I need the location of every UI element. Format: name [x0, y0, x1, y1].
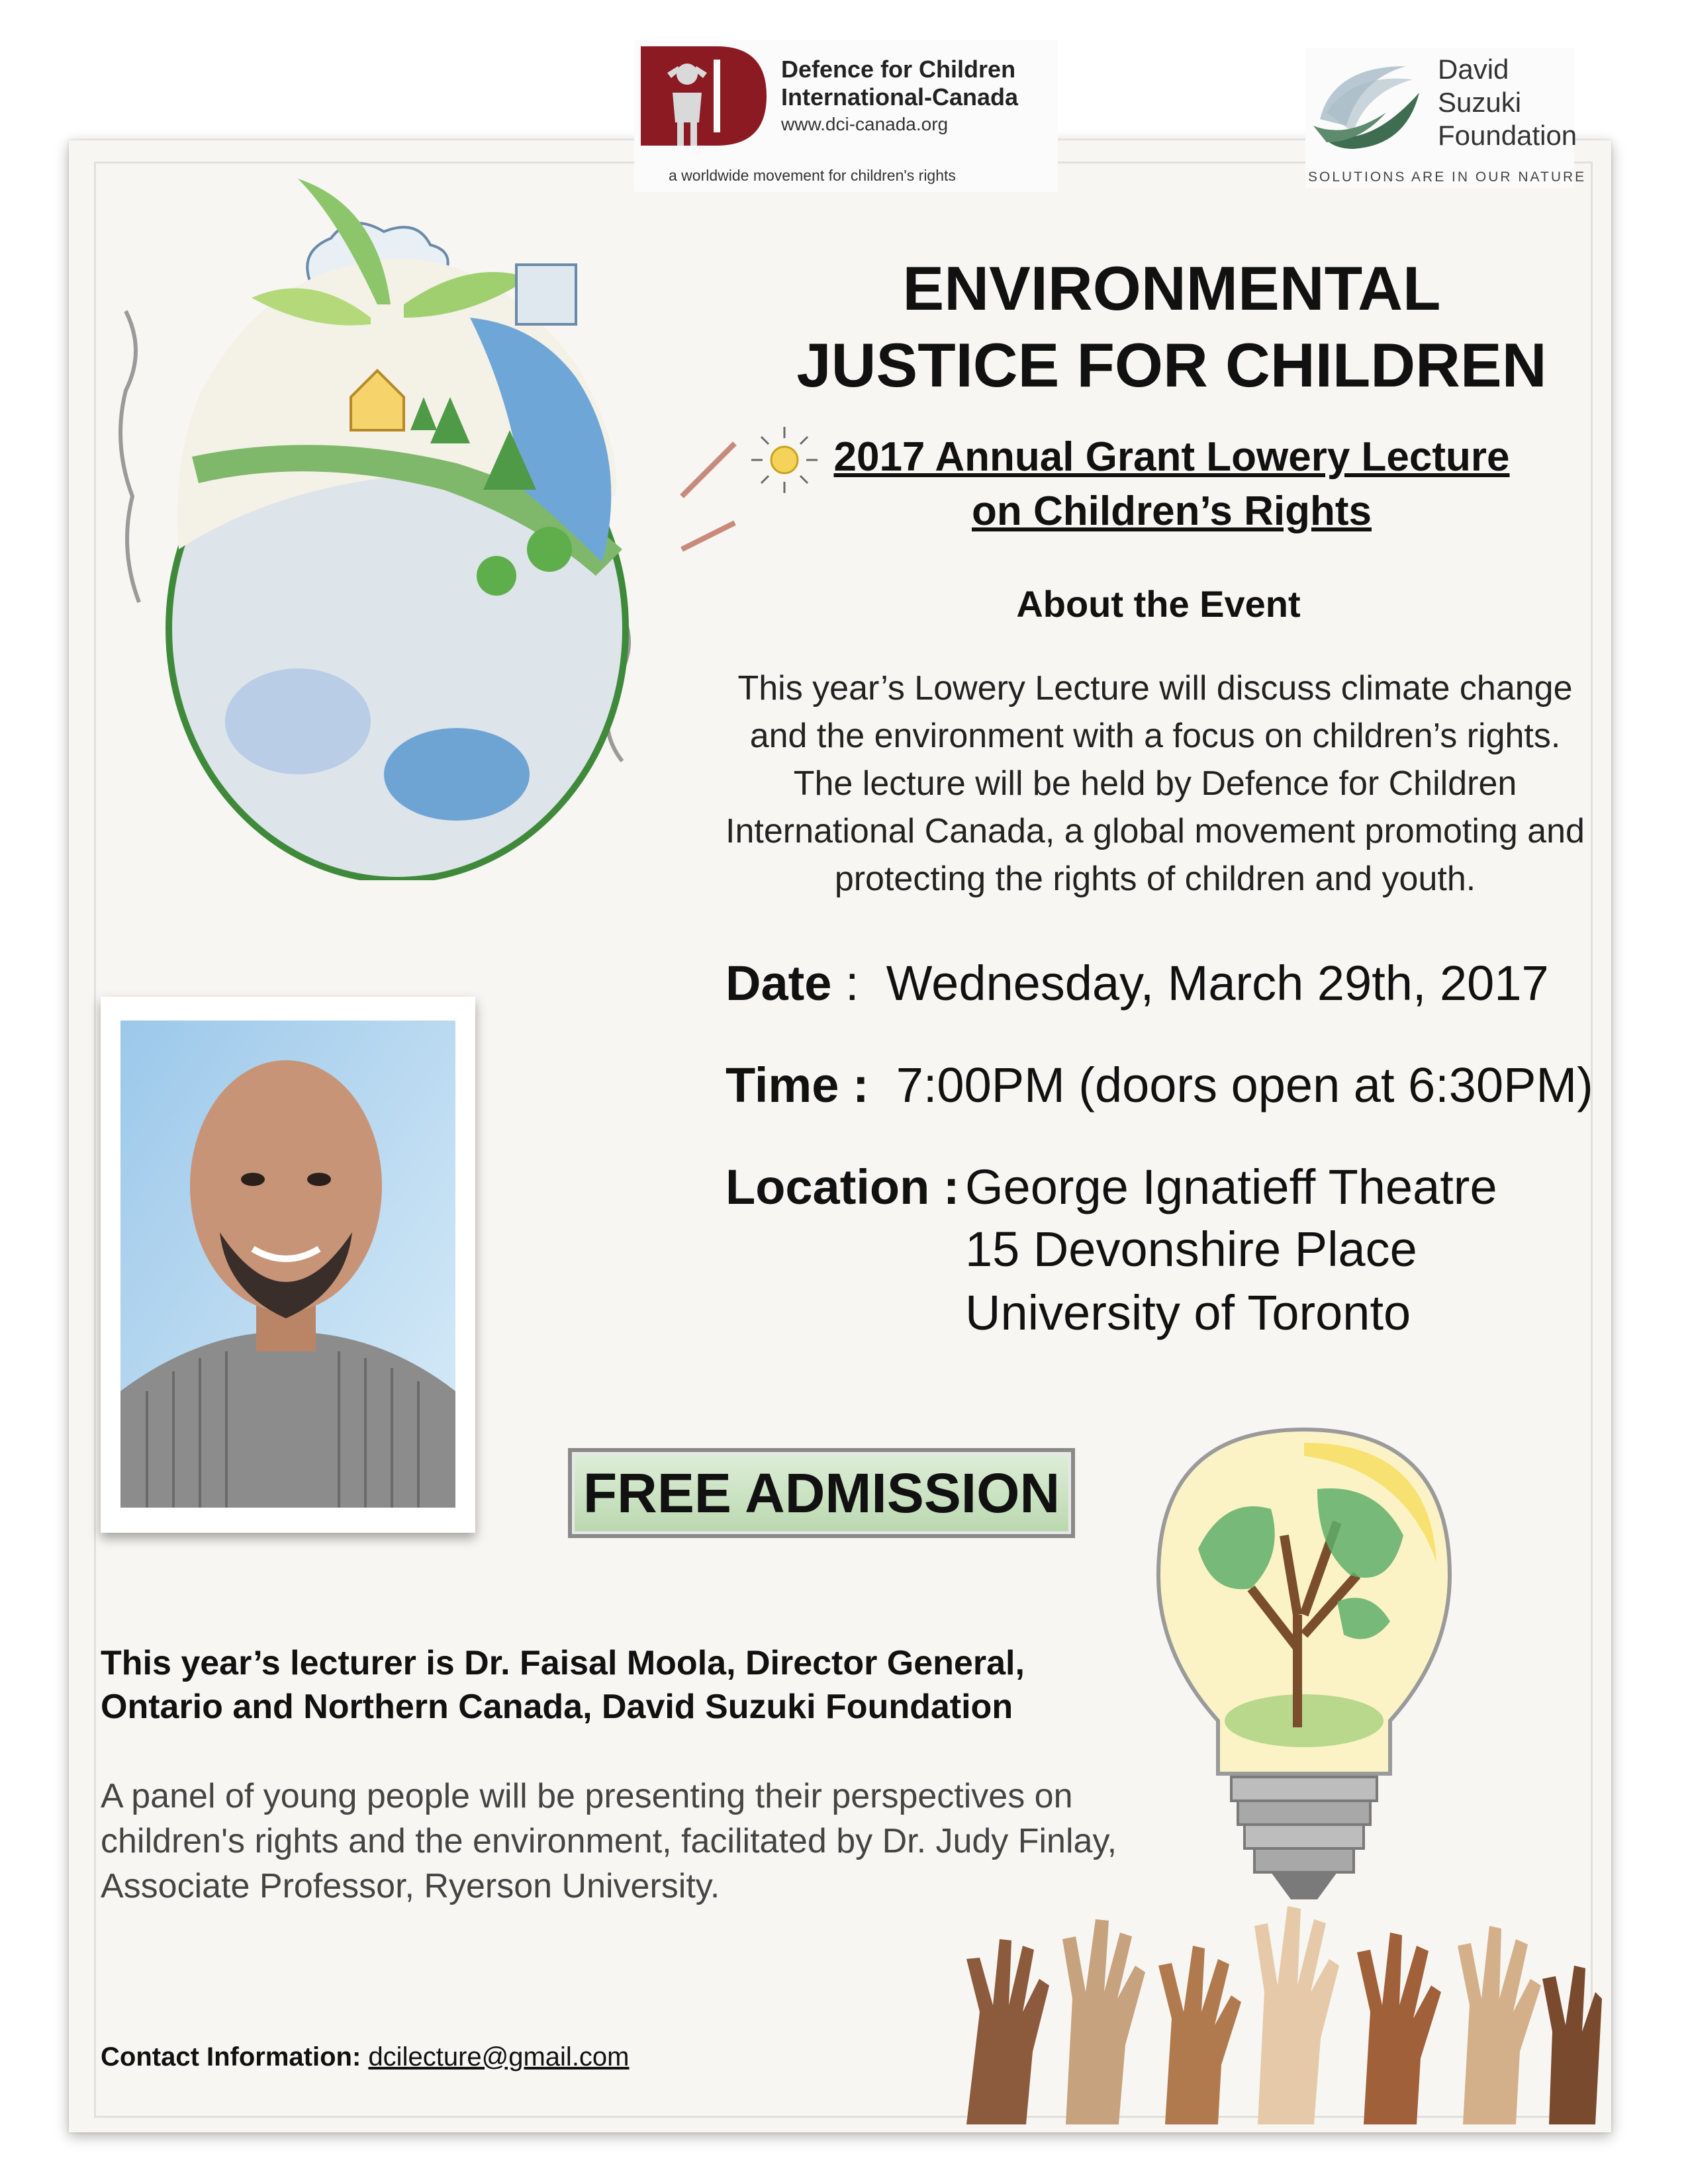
panel-line3: Associate Professor, Ryerson University.: [101, 1867, 720, 1905]
about-heading: About the Event: [1016, 583, 1301, 625]
dsf-logo-mark-icon: [1307, 53, 1425, 152]
contact-info: [101, 2042, 630, 2072]
location-line3: University of Toronto: [965, 1285, 1411, 1340]
panel-line1: A panel of young people will be presenting their perspectives on: [101, 1777, 1073, 1815]
dsf-name-line3: Foundation: [1438, 120, 1577, 151]
time-value: 7:00PM (doors open at 6:30PM): [896, 1058, 1593, 1113]
free-admission-badge: FREE ADMISSION: [568, 1448, 1075, 1538]
page-title: [761, 250, 1582, 404]
dsf-logo: [1305, 48, 1587, 188]
dsf-name-line1: David: [1438, 54, 1509, 85]
raised-hands-illustration: [940, 1880, 1602, 2124]
dci-logo: [634, 40, 1058, 192]
dsf-name-line2: Suzuki: [1438, 87, 1522, 118]
date-sep: :: [831, 956, 886, 1011]
about-line5: protecting the rights of children and youth.: [834, 860, 1476, 898]
time-label: Time :: [726, 1058, 869, 1113]
dsf-tagline: SOLUTIONS ARE IN OUR NATURE: [1308, 169, 1587, 185]
lightbulb-tree-illustration: [1139, 1416, 1470, 1933]
dci-name: [781, 56, 1018, 111]
globe-illustration: [99, 179, 748, 880]
dci-url: www.dci-canada.org: [781, 114, 949, 134]
about-text: [715, 664, 1595, 903]
lecture-subtitle: [761, 430, 1582, 539]
location-row: [726, 1157, 960, 1218]
subtitle-line1: 2017 Annual Grant Lowery Lecture: [833, 434, 1510, 480]
date-row: [726, 953, 1549, 1014]
about-line2: and the environment with a focus on children’s rights.: [749, 717, 1561, 755]
about-line4: International Canada, a global movement promoting and: [726, 812, 1585, 850]
dci-tagline: a worldwide movement for children's rights: [669, 167, 956, 184]
location-line2: 15 Devonshire Place: [965, 1222, 1417, 1277]
dci-logo-mark-icon: [641, 46, 767, 146]
title-line1: ENVIRONMENTAL: [902, 253, 1441, 323]
title-line2: JUSTICE FOR CHILDREN: [796, 330, 1547, 400]
lecturer-line1: This year’s lecturer is Dr. Faisal Moola, Director General,: [101, 1644, 1025, 1682]
about-line1: This year’s Lowery Lecture will discuss climate change: [737, 669, 1573, 707]
panel-info: [101, 1774, 1160, 1909]
speaker-photo-frame: [101, 997, 475, 1533]
time-row: [726, 1055, 1593, 1116]
location-line1: George Ignatieff Theatre: [965, 1160, 1497, 1214]
speaker-portrait: [120, 1021, 455, 1508]
panel-line2: children's rights and the environment, facilitated by Dr. Judy Finlay,: [101, 1822, 1117, 1860]
lecturer-info: [101, 1641, 1094, 1729]
date-value: Wednesday, March 29th, 2017: [886, 956, 1549, 1011]
time-sep: [869, 1058, 896, 1113]
dci-name-line1: Defence for Children: [781, 56, 1016, 83]
lecturer-line2: Ontario and Northern Canada, David Suzuki Foundation: [101, 1688, 1013, 1726]
dsf-name: [1438, 53, 1577, 152]
subtitle-line2: on Children’s Rights: [972, 488, 1372, 534]
contact-label: Contact Information:: [101, 2042, 361, 2071]
date-label: Date: [726, 956, 832, 1011]
location-label: Location :: [726, 1160, 960, 1214]
about-line3: The lecture will be held by Defence for Children: [793, 764, 1517, 803]
dci-name-line2: International-Canada: [781, 83, 1019, 111]
contact-email-link[interactable]: dcilecture@gmail.com: [368, 2042, 630, 2071]
